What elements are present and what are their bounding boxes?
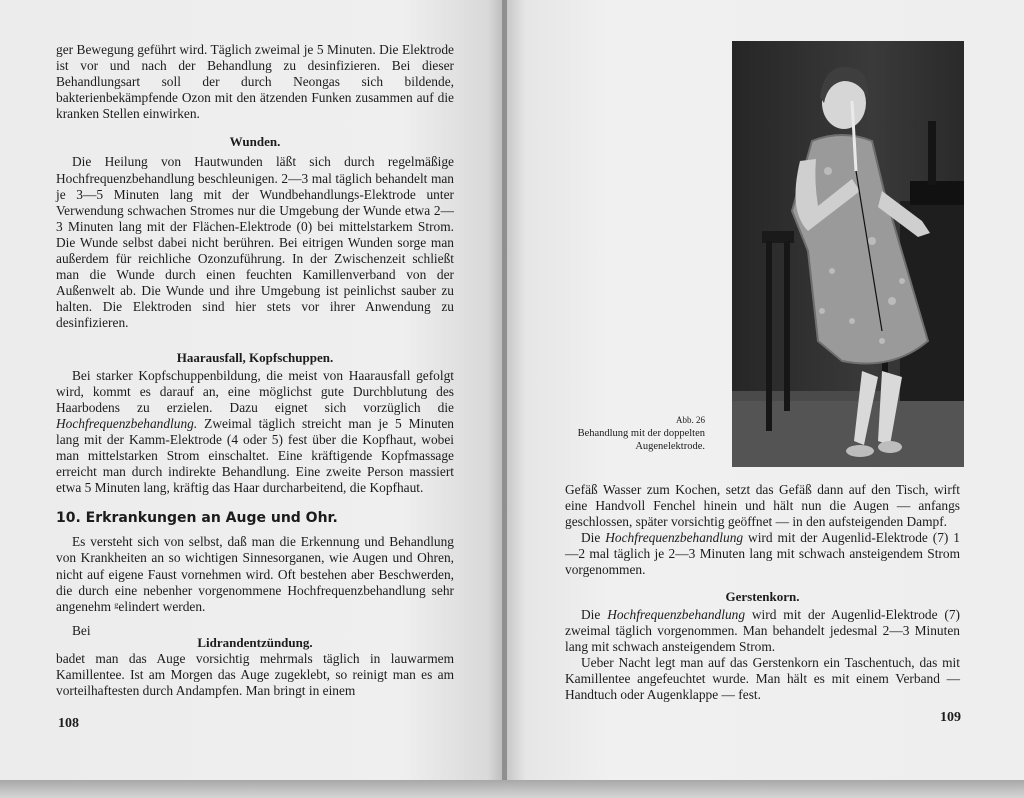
- gerstenkorn-paragraph: Die Hochfrequenzbehandlung wird mit der Augenlid-Elektrode (7) zweimal täglich vorgenommen. Man behandelt jedesmal 2—3 Minuten lang mit schwach ansteigendem Strom.: [565, 606, 960, 654]
- continuation-paragraph: Gefäß Wasser zum Kochen, setzt das Gefäß dann auf den Tisch, wirft eine Handvoll Fenchel hinein und hält nun die Augen — anfangs geschlossen, später vorsichtig geöffnet — in den aufsteigenden Dampf.: [565, 482, 960, 530]
- page-bottom-edge: [0, 780, 1024, 798]
- heading-haarausfall: Haarausfall, Kopfschuppen.: [176, 349, 334, 365]
- page-number-right: 109: [940, 710, 961, 725]
- emphasis-hochfrequenz-2: Hochfrequenzbehandlung: [605, 530, 744, 546]
- left-page-text: [56, 42, 454, 699]
- figure-number: Abb. 26: [676, 415, 705, 425]
- right-page-text: [565, 482, 960, 703]
- book-spine: [502, 0, 507, 782]
- augenlid-paragraph: Die Hochfrequenzbehandlung wird mit der Augenlid-Elektrode (7) 1—2 mal täglich je 2—3 Minuten lang mit schwach ansteigendem Strom vorgenommen.: [565, 530, 960, 578]
- intro-paragraph: ger Bewegung geführt wird. Täglich zweimal je 5 Minuten. Die Elektrode ist vor und nach der Behandlung zu desinfizieren. Bei dieser Behandlungsart soll der durch Neongas sich bildende, bakterienbekämpfende Ozon mit den ätzenden Funken zusammen auf die kranken Stellen einwirken.: [56, 42, 454, 122]
- auge-ohr-paragraph: Es versteht sich von selbst, daß man die Erkennung und Behandlung von Krankheiten an so wichtigen Sinnesorganen, wie Augen und Ohren, nicht auf eigene Faust vornehmen wird. Oft bestehen aber Beschwerden, die durch eine nebenher vorgenommene Hochfrequenzbehandlung sehr angenehm ᵍelindert werden.: [56, 534, 454, 614]
- nacht-paragraph: Ueber Nacht legt man auf das Gerstenkorn ein Taschentuch, das mit Kamillentee angefeuchtet wurde. Man hält es mit einem Verband — Handtuch oder Augenklappe — fest.: [565, 654, 960, 703]
- bei-word: Bei: [72, 622, 91, 638]
- figure-caption-text: Behandlung mit der doppelten Augenelektrode.: [577, 428, 705, 452]
- lidrand-paragraph: badet man das Auge vorsichtig mehrmals täglich in lauwarmem Kamillentee. Ist am Morgen das Auge zugeklebt, so reinigt man es am vorteilhaftesten durch Andampfen. Man bringt in einem: [56, 650, 454, 698]
- photograph-eye-treatment: [732, 41, 964, 467]
- page-number-left: 108: [58, 716, 79, 731]
- photo-illustration: [732, 41, 964, 467]
- figure-caption: [565, 414, 705, 453]
- heading-wunden: Wunden.: [229, 134, 281, 150]
- chapter-title: 10. Erkrankungen an Auge und Ohr.: [56, 510, 338, 527]
- emphasis-hochfrequenz-3: Hochfrequenzbehandlung: [607, 606, 746, 622]
- heading-lidrandentzuendung: Lidrandentzündung.: [197, 634, 313, 650]
- emphasis-hochfrequenz: Hochfrequenzbehandlung.: [56, 415, 198, 431]
- heading-gerstenkorn: Gerstenkorn.: [725, 588, 800, 604]
- haarausfall-paragraph: Bei starker Kopfschuppenbildung, die meist von Haarausfall gefolgt wird, kommt es darauf an, eine möglichst gute Durchblutung des Haarbodens zu erzielen. Dazu eignet sich vorzüglich die Hochfrequenzbehandlung. Zweimal täglich streicht man je 5 Minuten lang mit der Kamm-Elektrode (4 oder 5) fest über die Kopfhaut, wobei man mittelstarken Strom einschaltet. Eine kräftigende Kopfmassage erreicht man durch indirekte Behandlung. Eine zweite Person massiert etwa 5 Minuten lang, kräftig das Haar durcharbeitend, die Kopfhaut.: [56, 367, 454, 496]
- wunden-paragraph: Die Heilung von Hautwunden läßt sich durch regelmäßige Hochfrequenzbehandlung beschleunigen. 2—3 mal täglich behandelt man je 3—5 Minuten lang mit der Wundbehandlungs-Elektrode unter Verwendung schwachen Stromes nur die Umgebung der Wunde etwa 2—3 Minuten lang mit der Flächen-Elektrode (0) bei mittelstarkem Strom. Die Wunde selbst dabei nicht berühren. Bei eitrigen Wunden sorge man außerdem für reichliche Ozonzuführung. In der Zwischenzeit schließt man die Wunde durch einen feuchten Kamillenverband von der Außenwelt ab. Die Wunde und ihre Umgebung ist peinlichst sauber zu halten. Die Elektroden sind hier stets vor ihrer Anwendung zu desinfizieren.: [56, 154, 454, 331]
